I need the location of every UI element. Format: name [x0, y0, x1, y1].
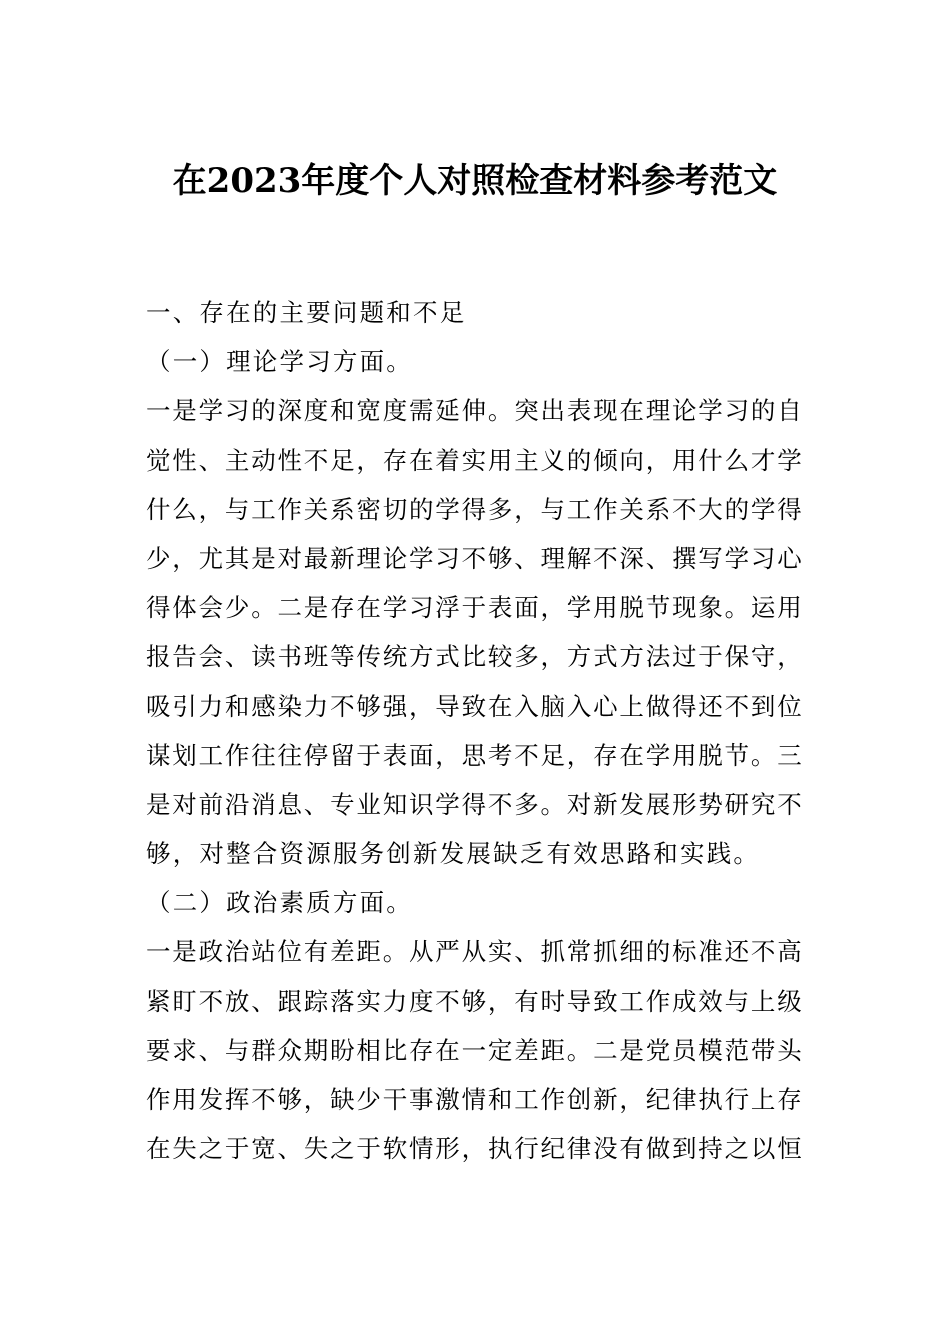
- paragraph-line: 少，尤其是对最新理论学习不够、理解不深、撰写学习心: [146, 543, 804, 573]
- paragraph-line: 要求、与群众期盼相比存在一定差距。二是党员模范带头: [146, 1035, 804, 1065]
- section-heading: 一、存在的主要问题和不足: [146, 298, 467, 327]
- paragraph-line: 作用发挥不够，缺少干事激情和工作创新，纪律执行上存: [146, 1085, 804, 1114]
- paragraph-line: 够，对整合资源服务创新发展缺乏有效思路和实践。: [146, 839, 761, 869]
- paragraph-line: 是对前沿消息、专业知识学得不多。对新发展形势研究不: [146, 789, 804, 819]
- paragraph-line: 一是学习的深度和宽度需延伸。突出表现在理论学习的自: [146, 396, 804, 426]
- paragraph-line: 在失之于宽、失之于软情形，执行纪律没有做到持之以恒: [146, 1134, 804, 1164]
- document-title: 在2023年度个人对照检查材料参考范文: [172, 161, 778, 201]
- document-body: [146, 288, 806, 1173]
- paragraph-line: 报告会、读书班等传统方式比较多，方式方法过于保守，: [146, 642, 804, 672]
- paragraph-line: 觉性、主动性不足，存在着实用主义的倾向，用什么才学: [146, 445, 804, 475]
- paragraph-line: 紧盯不放、跟踪落实力度不够，有时导致工作成效与上级: [146, 986, 804, 1016]
- subsection-heading: （一）理论学习方面。: [146, 347, 413, 377]
- paragraph-line: 什么，与工作关系密切的学得多，与工作关系不大的学得: [146, 494, 804, 524]
- paragraph-line: 一是政治站位有差距。从严从实、抓常抓细的标准还不高: [146, 937, 804, 967]
- paragraph-line: 得体会少。二是存在学习浮于表面，学用脱节现象。运用: [146, 593, 804, 623]
- paragraph-line: 吸引力和感染力不够强，导致在入脑入心上做得还不到位: [146, 691, 804, 721]
- paragraph-line: 谋划工作往往停留于表面，思考不足，存在学用脱节。三: [146, 740, 804, 770]
- subsection-heading: （二）政治素质方面。: [146, 888, 413, 918]
